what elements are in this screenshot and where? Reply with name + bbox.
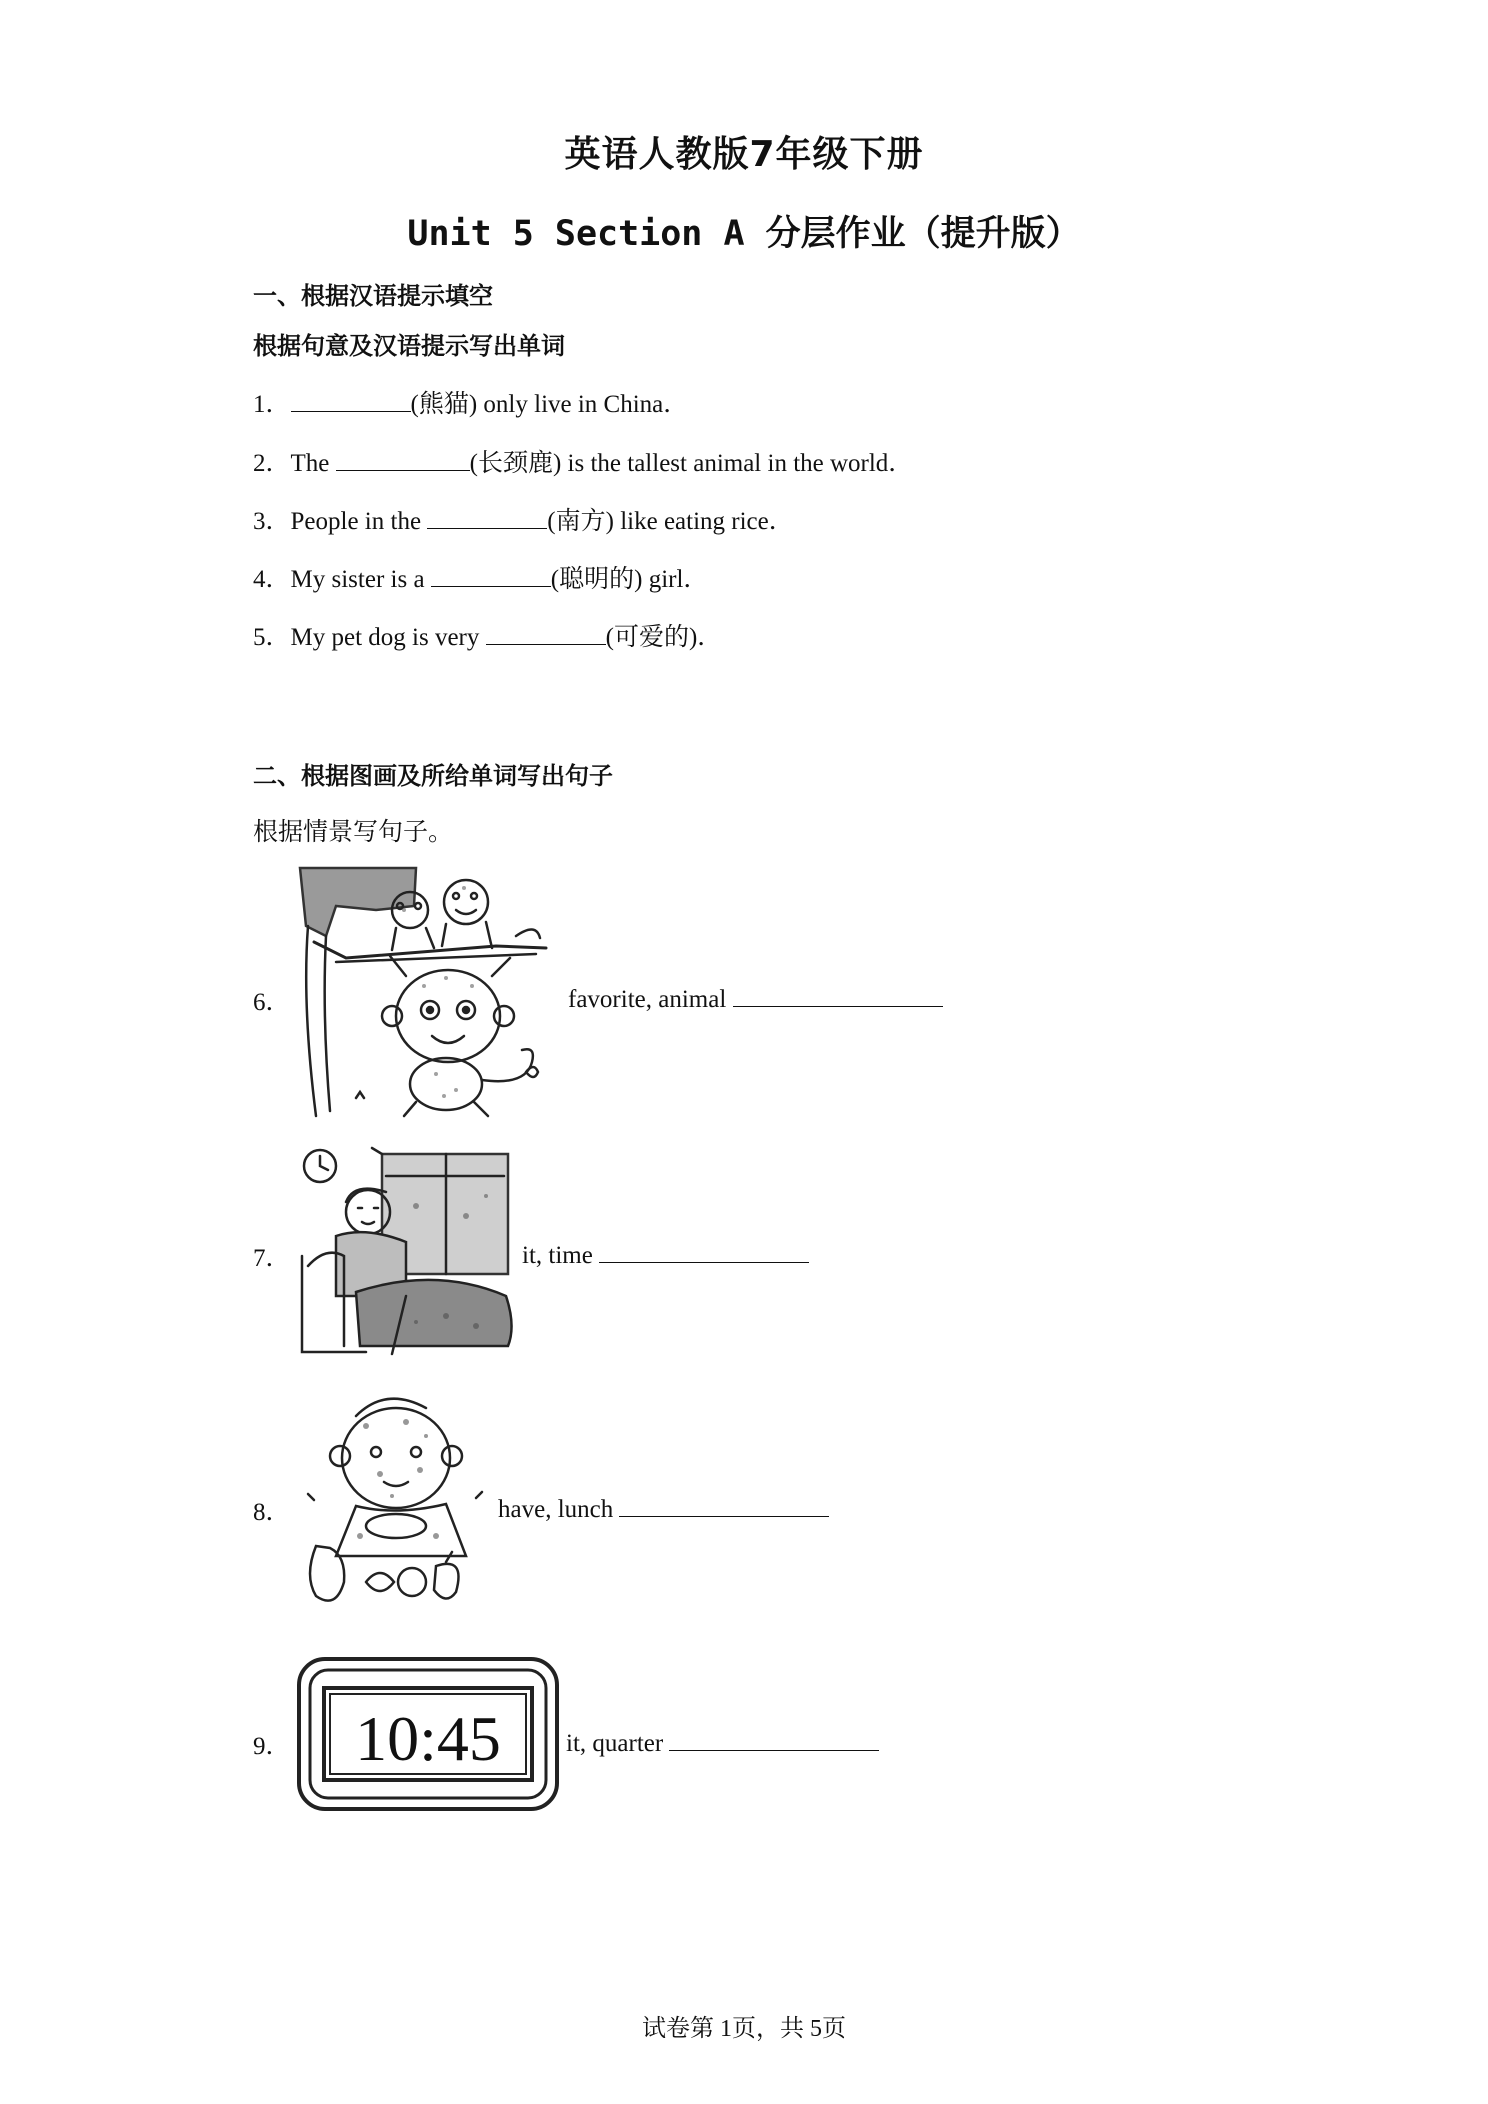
given-words: favorite, animal — [568, 986, 727, 1013]
clock-time: 10:45 — [355, 1703, 501, 1774]
document-subtitle: Unit 5 Section A 分层作业（提升版） — [407, 214, 1081, 254]
hint: (可爱的) — [605, 624, 698, 651]
monkeys-picture — [296, 866, 556, 1118]
question-number: 3． — [253, 508, 291, 535]
answer-blank[interactable] — [619, 1492, 829, 1517]
question-number: 6． — [253, 989, 291, 1016]
given-words: it, time — [522, 1242, 593, 1269]
digital-clock-picture — [296, 1656, 560, 1812]
answer-blank[interactable] — [427, 504, 547, 529]
question-2: 2．The (长颈鹿) is the tallest animal in the world． — [253, 443, 913, 479]
question-number: 4． — [253, 566, 291, 593]
girl-waking-picture — [296, 1146, 518, 1358]
question-6-prompt — [568, 982, 943, 1014]
question-7-prompt — [522, 1238, 809, 1270]
question-number: 2． — [253, 450, 291, 477]
hint: (长颈鹿) — [469, 450, 562, 477]
answer-blank[interactable] — [291, 387, 411, 412]
given-words: it, quarter — [566, 1730, 664, 1757]
question-1: 1． (熊猫) only live in China． — [253, 384, 688, 420]
answer-blank[interactable] — [669, 1726, 879, 1751]
document-title: 英语人教版7年级下册 — [564, 134, 924, 175]
part1-heading: 一、根据汉语提示填空 — [253, 282, 493, 310]
question-number: 7． — [253, 1245, 291, 1272]
question-3: 3．People in the (南方) like eating rice． — [253, 501, 794, 537]
answer-blank[interactable] — [431, 562, 551, 587]
given-words: have, lunch — [498, 1496, 614, 1523]
page-footer: 试卷第 1页，共 5页 — [642, 2016, 846, 2042]
hint: (聪明的) — [550, 566, 643, 593]
question-number: 9． — [253, 1733, 291, 1760]
question-8-prompt — [498, 1492, 829, 1524]
hint: (熊猫) — [410, 391, 478, 418]
boy-eating-picture — [296, 1386, 496, 1618]
question-4: 4．My sister is a (聪明的) girl． — [253, 559, 708, 595]
answer-blank[interactable] — [336, 446, 470, 471]
question-5: 5．My pet dog is very (可爱的)． — [253, 617, 722, 653]
part1-instruction: 根据句意及汉语提示写出单词 — [253, 332, 565, 360]
answer-blank[interactable] — [599, 1238, 809, 1263]
question-number: 5． — [253, 624, 291, 651]
answer-blank[interactable] — [733, 982, 943, 1007]
part2-heading: 二、根据图画及所给单词写出句子 — [253, 762, 613, 790]
hint: (南方) — [547, 508, 614, 535]
answer-blank[interactable] — [486, 620, 606, 645]
question-9-prompt — [566, 1726, 879, 1758]
question-number: 8． — [253, 1499, 291, 1526]
part2-instruction: 根据情景写句子。 — [253, 817, 454, 846]
question-number: 1． — [253, 391, 291, 418]
